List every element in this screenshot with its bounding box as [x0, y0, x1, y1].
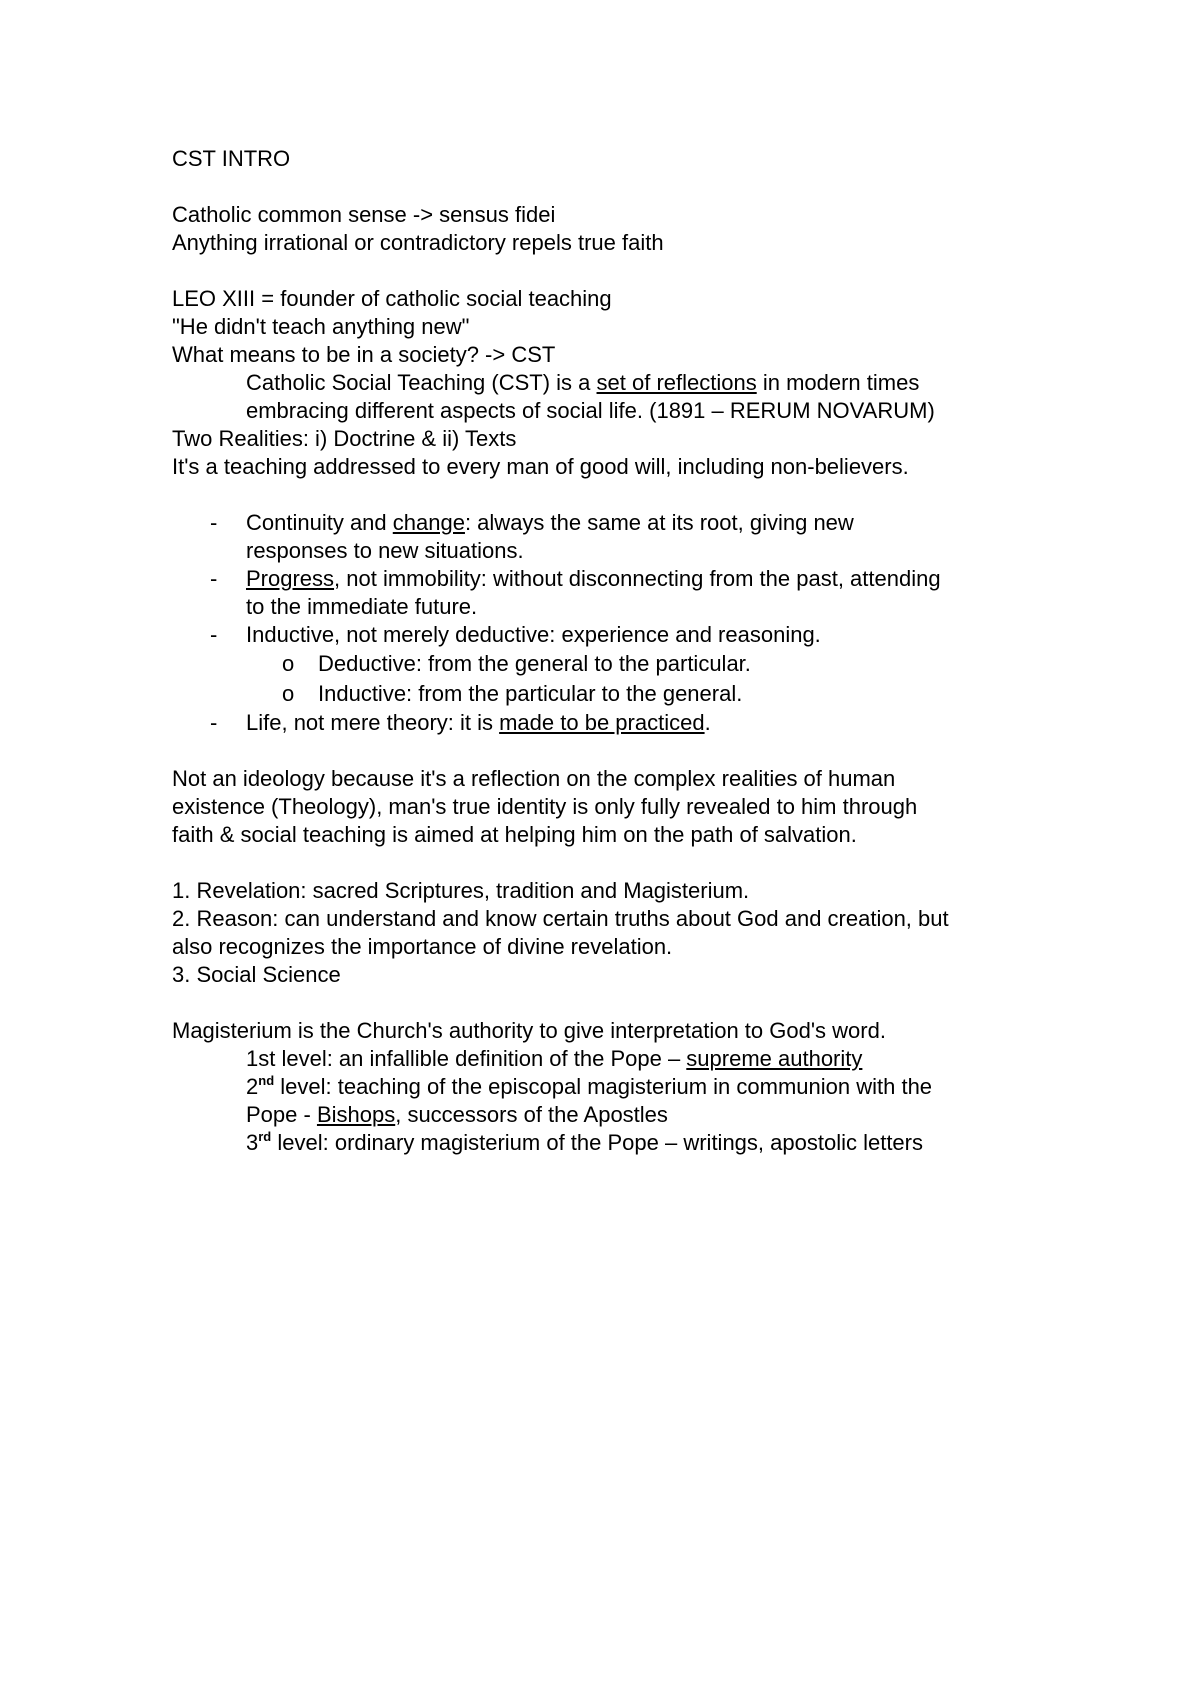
document-body — [172, 145, 1052, 1157]
magisterium-level-2-cont — [172, 1101, 1052, 1129]
spacer — [172, 257, 1052, 285]
level-ordinal: rd — [258, 1129, 272, 1144]
bullet-list — [172, 509, 1052, 737]
bullet-dash: - — [210, 622, 218, 647]
magisterium-level-2 — [172, 1073, 1052, 1101]
level-underlined: supreme authority — [686, 1046, 863, 1071]
cst-definition-text: Catholic Social Teaching (CST) is a — [246, 370, 597, 395]
sub-bullet-text: Inductive: from the particular to the general. — [318, 681, 743, 706]
bullet-item-progress — [172, 565, 1052, 593]
spacer — [172, 737, 1052, 765]
bullet-underlined: Progress — [246, 566, 335, 591]
bullet-item-inductive — [172, 621, 1052, 649]
bullet-dash: - — [210, 510, 218, 535]
sub-bullet-circle: o — [282, 681, 295, 706]
level-text: Pope - — [246, 1102, 317, 1127]
source-reason-line-2: also recognizes the importance of divine revelation. — [172, 934, 673, 959]
bullet-underlined: change — [392, 510, 465, 535]
sub-bullet-text: Deductive: from the general to the particular. — [318, 651, 751, 676]
bullet-dash: - — [210, 566, 218, 591]
level-number: 3 — [246, 1130, 259, 1155]
source-reason-line-1: 2. Reason: can understand and know certain truths about God and creation, but — [172, 906, 949, 931]
level-text: level: teaching of the episcopal magisterium in communion with the — [274, 1074, 933, 1099]
bullet-item-progress-cont: to the immediate future. — [246, 594, 478, 619]
level-ordinal: nd — [258, 1073, 275, 1088]
magisterium-intro: Magisterium is the Church's authority to give interpretation to God's word. — [172, 1018, 886, 1043]
leo-line-2: "He didn't teach anything new" — [172, 314, 470, 339]
level-text: , successors of the Apostles — [395, 1102, 668, 1127]
intro-line-1: Catholic common sense -> sensus fidei — [172, 202, 556, 227]
bullet-item-continuity-cont: responses to new situations. — [246, 538, 524, 563]
sub-bullet-inductive — [172, 679, 1052, 709]
sub-bullet-deductive — [172, 649, 1052, 679]
spacer — [172, 849, 1052, 877]
source-social-science: 3. Social Science — [172, 962, 341, 987]
cst-definition-text: in modern times — [756, 370, 920, 395]
spacer — [172, 481, 1052, 509]
addressed-line: It's a teaching addressed to every man of good will, including non-believers. — [172, 454, 909, 479]
source-revelation: 1. Revelation: sacred Scriptures, tradition and Magisterium. — [172, 878, 750, 903]
cst-definition-underlined: set of reflections — [596, 370, 757, 395]
ideology-line-1: Not an ideology because it's a reflection on the complex realities of human — [172, 766, 896, 791]
level-underlined: Bishops — [316, 1102, 396, 1127]
intro-line-2: Anything irrational or contradictory repels true faith — [172, 230, 664, 255]
ideology-line-3: faith & social teaching is aimed at helping him on the path of salvation. — [172, 822, 857, 847]
spacer — [172, 989, 1052, 1017]
bullet-text: Life, not mere theory: it is — [246, 710, 500, 735]
bullet-item-continuity — [172, 509, 1052, 537]
leo-line-3: What means to be in a society? -> CST — [172, 342, 556, 367]
bullet-text: Continuity and — [246, 510, 393, 535]
bullet-dash: - — [210, 710, 218, 735]
bullet-text: Inductive, not merely deductive: experience and reasoning. — [246, 622, 821, 647]
sub-bullet-circle: o — [282, 651, 295, 676]
bullet-text: . — [704, 710, 711, 735]
page-title: CST INTRO — [172, 146, 291, 171]
magisterium-level-1 — [172, 1045, 1052, 1073]
bullet-item-life — [172, 709, 1052, 737]
bullet-text: , not immobility: without disconnecting from the past, attending — [334, 566, 941, 591]
leo-line-1: LEO XIII = founder of catholic social teaching — [172, 286, 612, 311]
magisterium-level-3 — [172, 1129, 1052, 1157]
spacer — [172, 173, 1052, 201]
level-number: 2 — [246, 1074, 259, 1099]
level-text: 1st level: an infallible definition of the Pope – — [246, 1046, 687, 1071]
two-realities-line: Two Realities: i) Doctrine & ii) Texts — [172, 426, 517, 451]
bullet-text: : always the same at its root, giving new — [464, 510, 854, 535]
bullet-underlined: made to be practiced — [499, 710, 705, 735]
cst-definition-line-2: embracing different aspects of social life. (1891 – RERUM NOVARUM) — [246, 398, 935, 423]
level-text: level: ordinary magisterium of the Pope – writings, apostolic letters — [271, 1130, 923, 1155]
ideology-line-2: existence (Theology), man's true identity is only fully revealed to him through — [172, 794, 918, 819]
cst-definition-line-1 — [172, 369, 1052, 397]
